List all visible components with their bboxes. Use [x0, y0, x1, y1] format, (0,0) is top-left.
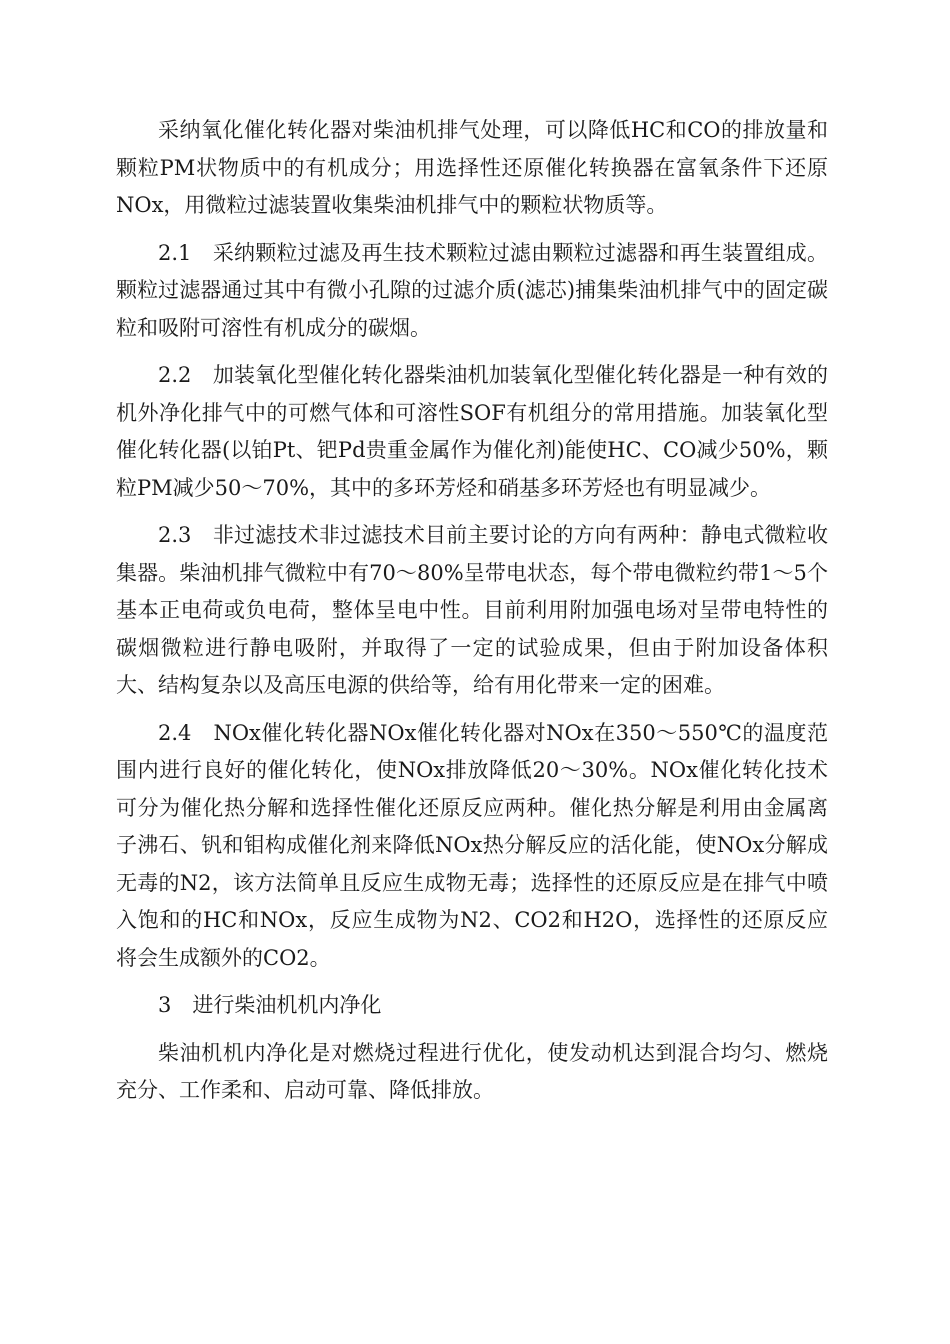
paragraph-closing: 柴油机机内净化是对燃烧过程进行优化，使发动机达到混合均匀、燃烧充分、工作柔和、启动可靠、降低排放。 — [116, 1040, 828, 1102]
paragraph-intro: 采纳氧化催化转化器对柴油机排气处理，可以降低HC和CO的排放量和颗粒PM状物质中的有机成分；用选择性还原催化转换器在富氧条件下还原NOx，用微粒过滤装置收集柴油机排气中的颗粒状物质等。 — [116, 118, 828, 217]
section-heading-3: 3 进行柴油机机内净化 — [158, 993, 382, 1017]
paragraph-2-2: 2.2 加装氧化型催化转化器柴油机加装氧化型催化转化器是一种有效的机外净化排气中的可燃气体和可溶性SOF有机组分的常用措施。加装氧化型催化转化器(以铂Pt、钯Pd贵重金属作为催化剂)能使HC、CO减少50%，颗粒PM减少50～70%，其中的多环芳烃和硝基多环芳烃也有明显减少。 — [116, 363, 828, 500]
paragraph-2-4: 2.4 NOx催化转化器NOx催化转化器对NOx在350～550℃的温度范围内进行良好的催化转化，使NOx排放降低20～30%。NOx催化转化技术可分为催化热分解和选择性催化还原反应两种。催化热分解是利用由金属离子沸石、钒和钼构成催化剂来降低NOx热分解反应的活化能，使NOx分解成无毒的N2，该方法简单且反应生成物无毒；选择性的还原反应是在排气中喷入饱和的HC和NOx，反应生成物为N2、CO2和H2O，选择性的还原反应将会生成额外的CO2。 — [116, 720, 828, 970]
document-page — [116, 112, 828, 1120]
paragraph-2-3: 2.3 非过滤技术非过滤技术目前主要讨论的方向有两种：静电式微粒收集器。柴油机排气微粒中有70～80%呈带电状态，每个带电微粒约带1～5个基本正电荷或负电荷，整体呈电中性。目前利用附加强电场对呈带电特性的碳烟微粒进行静电吸附，并取得了一定的试验成果，但由于附加设备体积大、结构复杂以及高压电源的供给等，给有用化带来一定的困难。 — [116, 523, 828, 697]
paragraph-2-1: 2.1 采纳颗粒过滤及再生技术颗粒过滤由颗粒过滤器和再生装置组成。颗粒过滤器通过其中有微小孔隙的过滤介质(滤芯)捕集柴油机排气中的固定碳粒和吸附可溶性有机成分的碳烟。 — [116, 240, 828, 340]
